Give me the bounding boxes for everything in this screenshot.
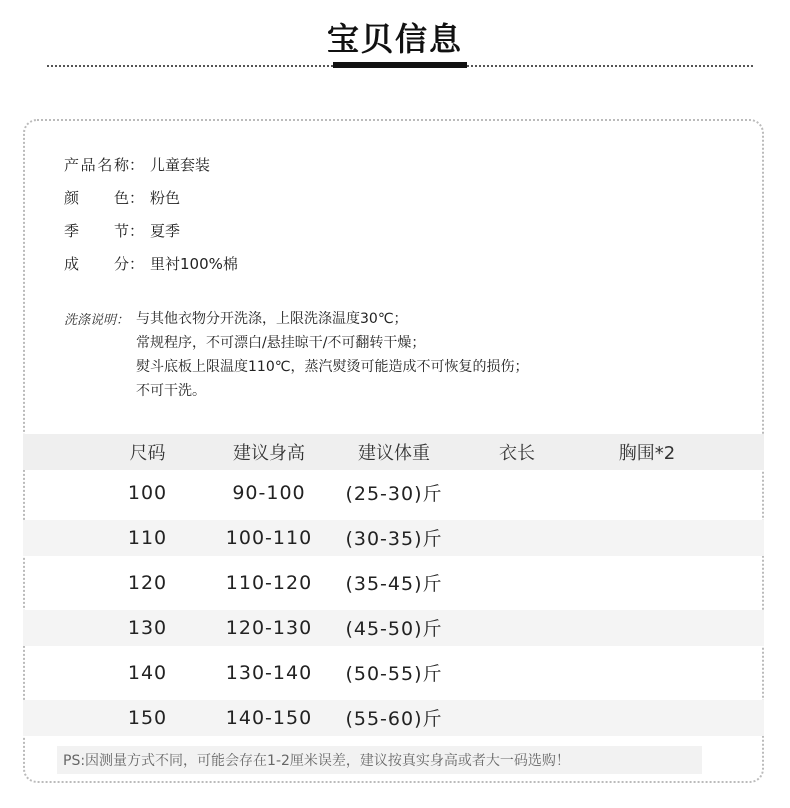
table-cell: 120-130 [225,616,313,639]
info-value: 夏季 [150,222,181,240]
table-cell: 100-110 [225,526,313,549]
table-cell: 120 [127,571,168,594]
info-value: 里衬100%棉 [150,255,238,273]
info-row [64,214,238,247]
table-cell: 140-150 [225,706,313,729]
info-label-char: 称： [113,156,144,174]
info-label-char: 节： [113,222,144,240]
wash-text: 不可干洗。 [136,383,206,399]
washing-instructions [64,306,528,402]
info-label-char: 产 [64,156,80,174]
info-label-char: 成 [64,255,80,273]
section-header [0,0,790,80]
table-cell: (55-60)斤 [345,708,443,730]
table-header-cell: 尺码 [129,443,166,464]
table-cell: 90-100 [232,481,306,504]
table-header-cell: 衣长 [499,443,535,464]
table-cell: 110-120 [225,571,313,594]
info-label [64,253,144,274]
table-header-cell: 建议体重 [358,443,430,464]
table-cell: 140 [127,661,168,684]
product-info-list [64,148,238,280]
info-label-char: 品 [80,156,96,174]
table-header-cell: 胸围*2 [618,443,676,464]
info-label [64,187,144,208]
wash-line [64,306,528,330]
info-value: 粉色 [150,189,181,207]
table-row [23,700,764,736]
measurement-note: PS:因测量方式不同，可能会存在1-2厘米误差，建议按真实身高或者大一码选购！ [57,746,702,774]
info-row [64,247,238,280]
wash-text: 常规程序，不可漂白/悬挂晾干/不可翻转干燥； [136,335,426,351]
table-cell: (45-50)斤 [345,618,443,640]
table-row [23,650,764,695]
section-title: 宝贝信息 [326,20,463,58]
table-cell: (25-30)斤 [345,483,443,505]
table-header-row [23,434,764,470]
table-cell: (30-35)斤 [345,528,443,550]
size-table [23,434,764,740]
info-label [64,220,144,241]
info-label-char: 颜 [64,189,80,207]
table-cell: (50-55)斤 [345,663,443,685]
table-cell: 110 [127,526,168,549]
table-cell: 130-140 [225,661,313,684]
info-row [64,181,238,214]
table-cell: 130 [127,616,168,639]
info-value: 儿童套装 [150,156,211,174]
wash-line [64,378,528,402]
wash-line [64,354,528,378]
info-label [64,154,144,175]
info-label-char: 色： [113,189,144,207]
info-label-char: 名 [97,156,113,174]
info-label-char: 分： [113,255,144,273]
info-row [64,148,238,181]
table-header-cell: 建议身高 [233,443,305,464]
wash-text: 与其他衣物分开洗涤，上限洗涤温度30℃； [136,311,408,327]
wash-label: 洗涤说明： [64,312,130,328]
wash-line [64,330,528,354]
table-row [23,520,764,556]
wash-text: 熨斗底板上限温度110℃，蒸汽熨烫可能造成不可恢复的损伤； [136,359,529,375]
info-label-char: 季 [64,222,80,240]
table-cell: 150 [127,706,168,729]
table-row [23,610,764,646]
table-cell: (35-45)斤 [345,573,443,595]
title-underline-bar [333,62,467,68]
table-row [23,470,764,515]
table-cell: 100 [127,481,168,504]
table-row [23,560,764,605]
